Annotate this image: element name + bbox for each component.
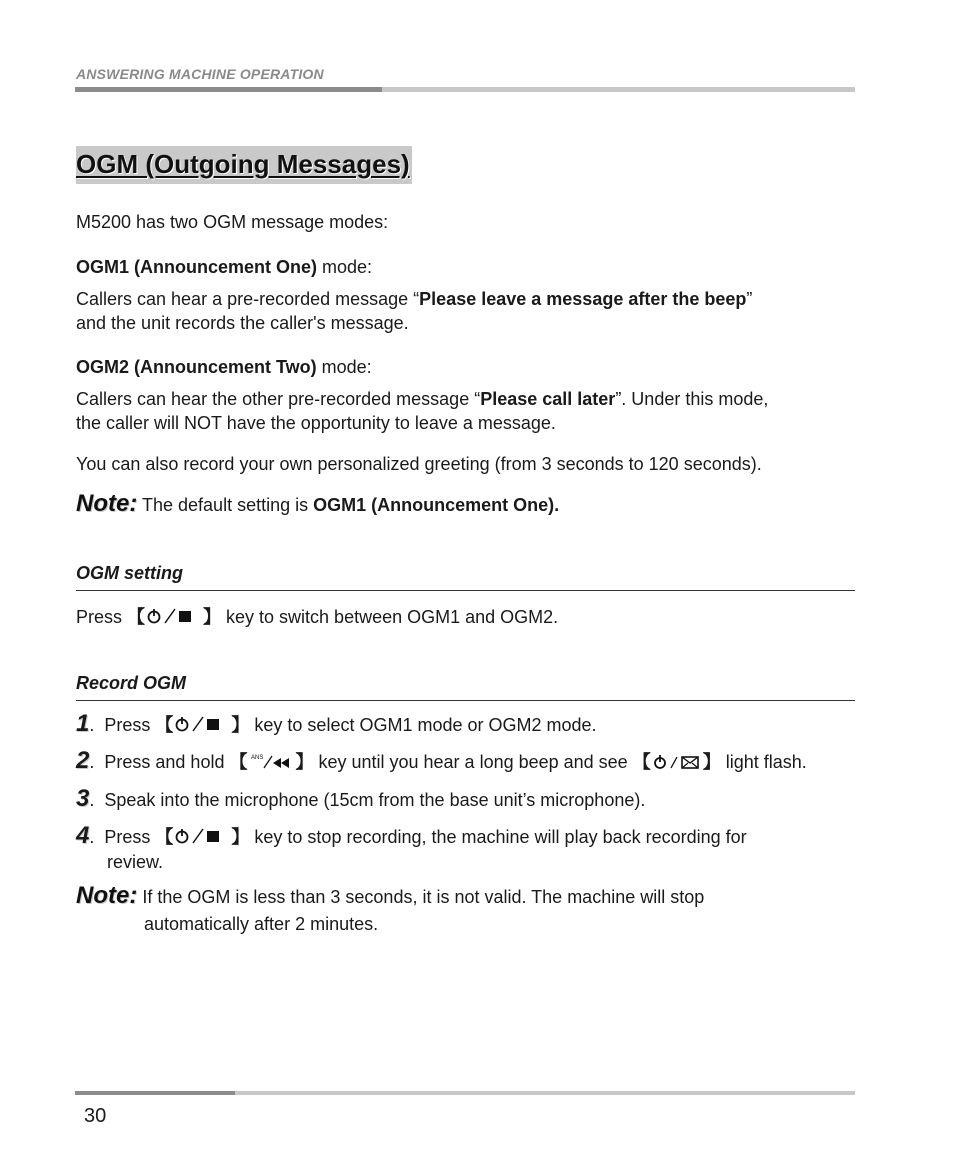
ogm2-body-line2: the caller will NOT have the opportunity to leave a message. bbox=[76, 413, 556, 433]
step-number: 3 bbox=[76, 785, 90, 812]
footer-rule-light bbox=[235, 1091, 855, 1095]
key-bracket-close: 】 bbox=[295, 752, 314, 772]
ogm1-label: OGM1 (Announcement One) bbox=[76, 257, 318, 277]
key-bracket-close: 】 bbox=[702, 752, 721, 772]
footer-rule-dark bbox=[75, 1091, 235, 1095]
step-2 bbox=[76, 749, 896, 777]
section-rule-ogm-setting bbox=[76, 590, 855, 591]
note-2-line1: If the OGM is less than 3 seconds, it is not valid. The machine will stop bbox=[137, 887, 705, 907]
note-ogm-length bbox=[76, 884, 876, 909]
ogm2-label: OGM2 (Announcement Two) bbox=[76, 357, 317, 377]
step-4-before: Press bbox=[104, 827, 156, 847]
ogm-setting-after: key to switch between OGM1 and OGM2. bbox=[221, 607, 559, 627]
step-dot: . bbox=[89, 715, 95, 735]
ogm-setting-instruction bbox=[76, 605, 876, 632]
step-3 bbox=[76, 787, 876, 812]
step-2-before: Press and hold bbox=[104, 752, 230, 772]
power-stop-key-icon bbox=[145, 606, 203, 632]
key-bracket-open: 【 bbox=[632, 752, 651, 772]
note-label: Note: bbox=[76, 882, 138, 909]
step-2-after: light flash. bbox=[720, 752, 807, 772]
note-text: The default setting is bbox=[137, 495, 314, 515]
ogm2-body-end: ”. Under this mode, bbox=[615, 389, 769, 409]
step-number: 4 bbox=[76, 822, 90, 849]
ogm1-message: Please leave a message after the beep bbox=[419, 289, 747, 309]
key-bracket-open: 【 bbox=[127, 607, 146, 627]
power-stop-key-icon bbox=[173, 714, 231, 740]
note-label: Note: bbox=[76, 490, 138, 517]
intro-text: M5200 has two OGM message modes: bbox=[76, 212, 389, 232]
ogm1-body-line2: and the unit records the caller's message. bbox=[76, 313, 409, 333]
ogm2-message: Please call later bbox=[480, 389, 616, 409]
step-number: 2 bbox=[76, 747, 90, 774]
note-default-setting bbox=[76, 492, 876, 517]
header-rule-dark bbox=[75, 87, 382, 92]
note-bold: OGM1 (Announcement One). bbox=[313, 495, 560, 515]
key-bracket-close: 】 bbox=[231, 827, 250, 847]
running-header: ANSWERING MACHINE OPERATION bbox=[76, 66, 324, 82]
section-rule-record-ogm bbox=[76, 700, 855, 701]
step-1-before: Press bbox=[104, 715, 156, 735]
key-bracket-open: 【 bbox=[155, 715, 174, 735]
ogm2-suffix: mode: bbox=[316, 357, 372, 377]
ogm1-body bbox=[76, 287, 876, 335]
key-bracket-close: 】 bbox=[231, 715, 250, 735]
step-dot: . bbox=[89, 790, 95, 810]
header-rule-light bbox=[382, 87, 855, 92]
step-dot: . bbox=[89, 752, 95, 772]
ogm2-body-start: Callers can hear the other pre-recorded message “ bbox=[76, 389, 481, 409]
ogm1-heading bbox=[76, 255, 876, 279]
ogm2-heading bbox=[76, 355, 876, 379]
ans-rewind-key-icon bbox=[247, 751, 295, 777]
power-mail-light-icon bbox=[651, 751, 703, 777]
step-2-middle: key until you hear a long beep and see bbox=[313, 752, 633, 772]
page-number: 30 bbox=[84, 1105, 107, 1127]
step-1-after: key to select OGM1 mode or OGM2 mode. bbox=[249, 715, 597, 735]
ogm-setting-before: Press bbox=[76, 607, 128, 627]
step-4-line2: review. bbox=[107, 852, 164, 872]
note-2-line2: automatically after 2 minutes. bbox=[144, 914, 379, 934]
ogm1-body-start: Callers can hear a pre-recorded message “ bbox=[76, 289, 420, 309]
key-bracket-open: 【 bbox=[229, 752, 248, 772]
power-stop-key-icon bbox=[173, 826, 231, 852]
step-4 bbox=[76, 824, 876, 852]
key-bracket-open: 【 bbox=[155, 827, 174, 847]
ans-text: ANS bbox=[251, 755, 264, 761]
step-dot: . bbox=[89, 827, 95, 847]
personal-greeting-text: You can also record your own personalized greeting (from 3 seconds to 120 seconds). bbox=[76, 454, 762, 474]
step-number: 1 bbox=[76, 710, 90, 737]
step-4-after: key to stop recording, the machine will play back recording for bbox=[249, 827, 747, 847]
page-title: OGM (Outgoing Messages) bbox=[76, 146, 412, 184]
section-record-ogm: Record OGM bbox=[76, 673, 187, 693]
ogm2-body bbox=[76, 387, 876, 435]
step-3-text: Speak into the microphone (15cm from the base unit’s microphone). bbox=[104, 790, 646, 810]
ogm1-suffix: mode: bbox=[317, 257, 373, 277]
step-1 bbox=[76, 712, 876, 740]
ogm1-body-end: ” bbox=[746, 289, 753, 309]
section-ogm-setting: OGM setting bbox=[76, 563, 183, 583]
key-bracket-close: 】 bbox=[203, 607, 222, 627]
